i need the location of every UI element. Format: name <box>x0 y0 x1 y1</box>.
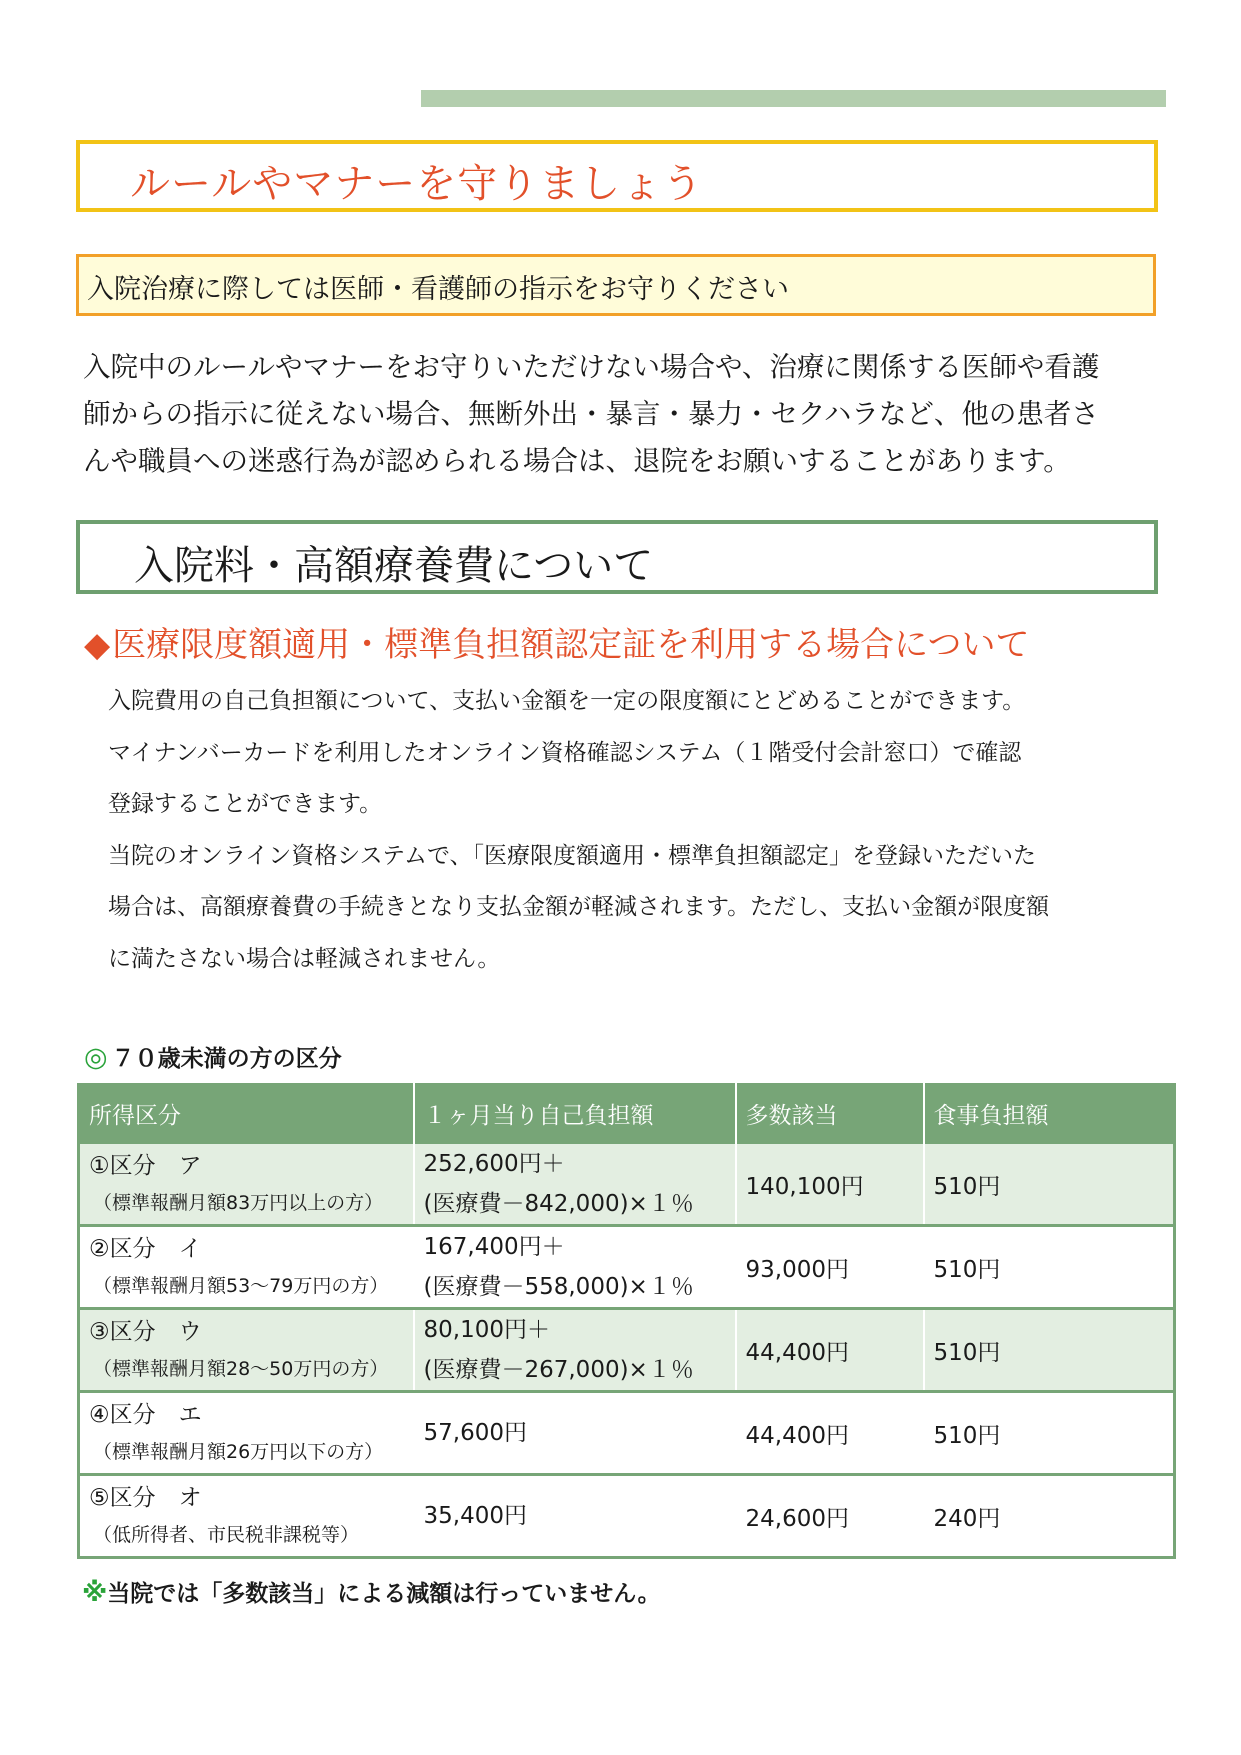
limit-base: 167,400円＋ <box>423 1234 565 1260</box>
fee-table <box>77 1083 1176 1559</box>
fees-paragraph <box>108 676 1168 985</box>
table-row <box>79 1309 1175 1392</box>
table-caption <box>84 1040 342 1073</box>
fees-paragraph-line: 入院費用の自己負担額について、支払い金額を一定の限度額にとどめることができます。 <box>108 688 1026 714</box>
grade-label: ③区分 ウ <box>89 1319 202 1345</box>
multiple-cases-cell: 44,400円 <box>736 1309 924 1392</box>
table-header-row <box>79 1083 1175 1144</box>
limit-formula: (医療費－558,000)×１％ <box>423 1274 694 1300</box>
footer-note <box>82 1575 661 1608</box>
header-multiple-cases: 多数該当 <box>736 1083 924 1144</box>
grade-note: （低所得者、市民税非課税等） <box>93 1524 360 1546</box>
monthly-limit-cell <box>414 1475 736 1558</box>
header-income-grade: 所得区分 <box>79 1083 414 1144</box>
monthly-limit-cell <box>414 1309 736 1392</box>
table-row <box>79 1392 1175 1475</box>
monthly-limit-cell <box>414 1144 736 1226</box>
rules-paragraph <box>83 344 1173 485</box>
diamond-icon: ◆ <box>84 625 111 665</box>
table-caption-text: ７０歳未満の方の区分 <box>111 1046 342 1072</box>
grade-note: （標準報酬月額28～50万円の方） <box>93 1358 389 1380</box>
meal-cost-cell: 240円 <box>924 1475 1175 1558</box>
grade-note: （標準報酬月額53～79万円の方） <box>93 1275 389 1297</box>
fees-subheading-text: 医療限度額適用・標準負担額認定証を利用する場合について <box>112 625 1030 665</box>
limit-base: 57,600円 <box>423 1420 527 1446</box>
rules-heading-box <box>76 140 1158 212</box>
rules-paragraph-line: んや職員への迷惑行為が認められる場合は、退院をお願いすることがあります。 <box>83 445 1071 477</box>
multiple-cases-cell: 93,000円 <box>736 1226 924 1309</box>
monthly-limit-cell <box>414 1392 736 1475</box>
rules-paragraph-line: 入院中のルールやマナーをお守りいただけない場合や、治療に関係する医師や看護 <box>83 351 1100 383</box>
income-grade-cell <box>79 1475 414 1558</box>
grade-label: ④区分 エ <box>89 1402 202 1428</box>
fees-paragraph-line: 登録することができます。 <box>108 791 383 817</box>
grade-note: （標準報酬月額83万円以上の方） <box>93 1192 384 1214</box>
limit-formula: (医療費－842,000)×１％ <box>423 1191 694 1217</box>
meal-cost-cell: 510円 <box>924 1392 1175 1475</box>
header-meal-cost: 食事負担額 <box>924 1083 1175 1144</box>
footer-note-text: 当院では「多数該当」による減額は行っていません。 <box>107 1581 661 1607</box>
top-decorative-bar <box>421 90 1166 107</box>
income-grade-cell <box>79 1144 414 1226</box>
meal-cost-cell: 510円 <box>924 1309 1175 1392</box>
limit-base: 35,400円 <box>423 1503 527 1529</box>
grade-note: （標準報酬月額26万円以下の方） <box>93 1441 384 1463</box>
double-circle-icon: ◎ <box>84 1042 108 1073</box>
rules-paragraph-line: 師からの指示に従えない場合、無断外出・暴言・暴力・セクハラなど、他の患者さ <box>83 398 1099 430</box>
rules-title: ルールやマナーを守りましょう <box>130 161 704 207</box>
income-grade-cell <box>79 1309 414 1392</box>
meal-cost-cell: 510円 <box>924 1226 1175 1309</box>
income-grade-cell <box>79 1226 414 1309</box>
grade-label: ①区分 ア <box>89 1153 202 1179</box>
monthly-limit-cell <box>414 1226 736 1309</box>
reference-mark-icon: ※ <box>82 1578 108 1608</box>
meal-cost-cell: 510円 <box>924 1144 1175 1226</box>
table-row <box>79 1144 1175 1226</box>
rules-subtitle-box <box>76 254 1156 316</box>
limit-base: 80,100円＋ <box>423 1317 550 1343</box>
fees-subheading <box>84 617 1029 666</box>
grade-label: ⑤区分 オ <box>89 1485 202 1511</box>
table-row <box>79 1475 1175 1558</box>
table-row <box>79 1226 1175 1309</box>
multiple-cases-cell: 44,400円 <box>736 1392 924 1475</box>
multiple-cases-cell: 24,600円 <box>736 1475 924 1558</box>
fees-paragraph-line: に満たさない場合は軽減されません。 <box>108 945 501 972</box>
limit-base: 252,600円＋ <box>423 1151 565 1177</box>
grade-label: ②区分 イ <box>89 1236 202 1262</box>
fees-title: 入院料・高額療養費について <box>134 543 654 589</box>
income-grade-cell <box>79 1392 414 1475</box>
fees-heading-box <box>76 520 1158 594</box>
rules-subtitle: 入院治療に際しては医師・看護師の指示をお守りください <box>87 274 789 305</box>
multiple-cases-cell: 140,100円 <box>736 1144 924 1226</box>
fees-paragraph-line: 場合は、高額療養費の手続きとなり支払金額が軽減されます。ただし、支払い金額が限度額 <box>108 894 1050 920</box>
fees-paragraph-line: マイナンバーカードを利用したオンライン資格確認システム（１階受付会計窓口）で確認 <box>108 739 1022 766</box>
header-monthly-limit: １ヶ月当り自己負担額 <box>414 1083 736 1144</box>
fees-paragraph-line: 当院のオンライン資格システムで、「医療限度額適用・標準負担額認定」を登録いただいた <box>108 842 1037 869</box>
limit-formula: (医療費－267,000)×１％ <box>423 1357 694 1383</box>
